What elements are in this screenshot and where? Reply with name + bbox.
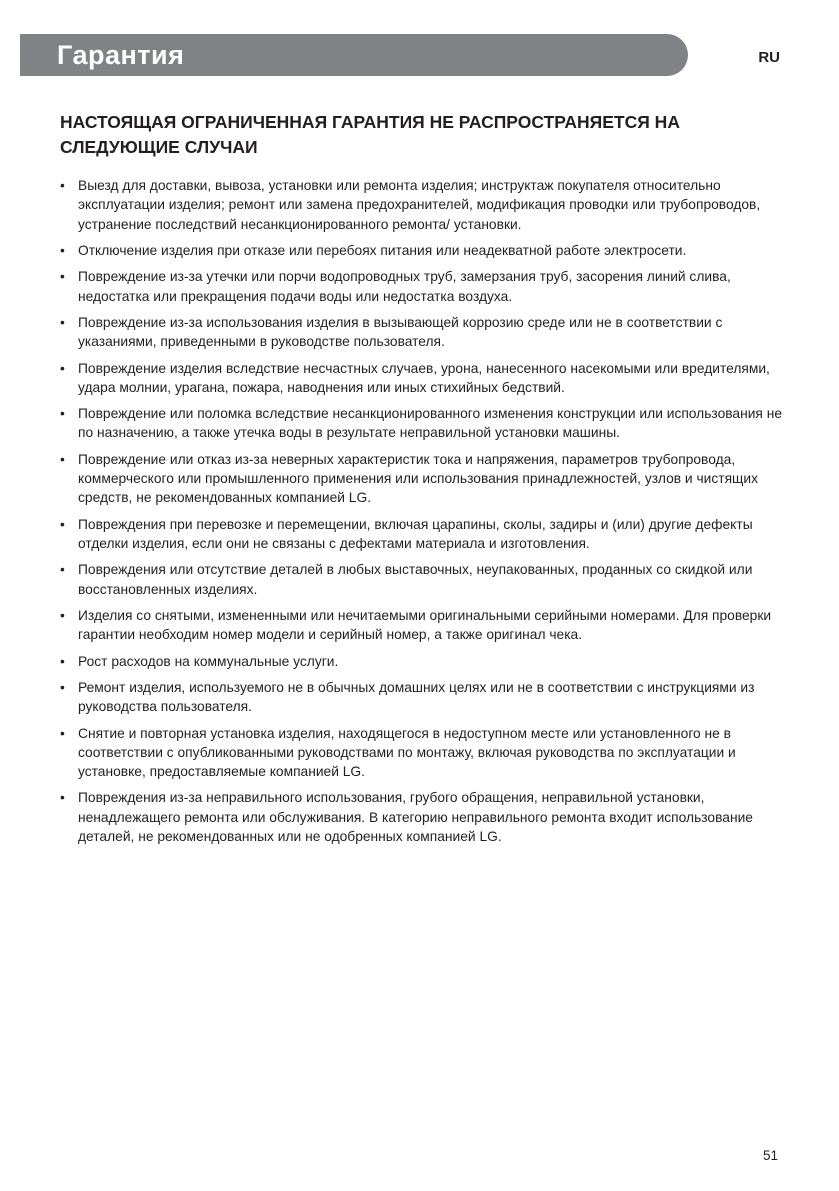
list-item-text: Повреждения при перевозке и перемещении, включая царапины, сколы, задиры и (или) другие дефекты отделки изделия, если они не связаны с дефектами материала и изготовления. xyxy=(78,516,753,551)
list-item-text: Повреждение или отказ из-за неверных характеристик тока и напряжения, параметров трубопровода, коммерческого или промышленного применения или использования принадлежностей, узлов и чистящих средств, не рекомендованных компанией LG. xyxy=(78,451,759,506)
list-item xyxy=(60,652,787,671)
page-number: 51 xyxy=(762,1148,778,1163)
bullet-icon: • xyxy=(60,790,65,806)
list-item xyxy=(60,560,787,599)
list-item xyxy=(60,359,787,398)
list-item xyxy=(60,450,787,508)
page-title: Гарантия xyxy=(57,39,185,70)
language-badge: RU xyxy=(758,49,780,66)
list-item xyxy=(60,606,787,645)
bullet-icon: • xyxy=(60,406,65,422)
bullet-icon: • xyxy=(60,269,65,285)
list-item xyxy=(60,515,787,554)
section-header-banner xyxy=(20,34,688,76)
bullet-icon: • xyxy=(60,360,65,376)
section-title: НАСТОЯЩАЯ ОГРАНИЧЕННАЯ ГАРАНТИЯ НЕ РАСПРОСТРАНЯЕТСЯ НА СЛЕДУЮЩИЕ СЛУЧАИ xyxy=(60,112,680,157)
list-item xyxy=(60,313,787,352)
bullet-icon: • xyxy=(60,562,65,578)
list-item xyxy=(60,724,787,782)
content-area xyxy=(60,110,787,853)
bullet-icon: • xyxy=(60,516,65,532)
list-item-text: Изделия со снятыми, измененными или нечитаемыми оригинальными серийными номерами. Для проверки гарантии необходим номер модели и серийный номер, а также оригинал чека. xyxy=(78,607,772,643)
bullet-icon: • xyxy=(60,242,65,258)
list-item-text: Отключение изделия при отказе или перебоях питания или неадекватной работе электросети. xyxy=(78,242,687,258)
bullet-icon: • xyxy=(60,679,65,695)
bullet-icon: • xyxy=(60,451,65,467)
list-item-text: Повреждение из-за утечки или порчи водопроводных труб, замерзания труб, засорения линий слива, недостатка или прекращения подачи воды или недостатка воздуха. xyxy=(78,269,731,304)
list-item xyxy=(60,788,787,846)
list-item-text: Повреждение из-за использования изделия в вызывающей коррозию среде или не в соответствии с указаниями, приведенными в руководстве пользователя. xyxy=(78,314,723,350)
list-item xyxy=(60,678,787,717)
list-item xyxy=(60,176,787,234)
bullet-icon: • xyxy=(60,725,65,741)
list-item xyxy=(60,404,787,443)
bullet-icon: • xyxy=(60,178,65,193)
list-item-text: Повреждение или поломка вследствие несанкционированного изменения конструкции или использования не по назначению, а также утечка воды в результате неправильной установки машины. xyxy=(78,406,783,441)
bullet-icon: • xyxy=(60,607,65,623)
list-item-text: Рост расходов на коммунальные услуги. xyxy=(78,653,339,669)
list-item-text: Снятие и повторная установка изделия, находящегося в недоступном месте или установленного не в соответствии с опубликованными руководствами по монтажу, включая руководства по эксплуатации и установке, предоставляемые компанией LG. xyxy=(78,725,736,780)
list-item xyxy=(60,241,787,260)
list-item-text: Ремонт изделия, используемого не в обычных домашних целях или не в соответствии с инструкциями из руководства пользователя. xyxy=(78,679,755,715)
list-item-text: Повреждения или отсутствие деталей в любых выставочных, неупакованных, проданных со скидкой или восстановленных изделиях. xyxy=(78,562,753,597)
list-item-text: Повреждение изделия вследствие несчастных случаев, урона, нанесенного насекомыми или вредителями, удара молнии, урагана, пожара, наводнения или иных стихийных бедствий. xyxy=(78,360,770,395)
list-item xyxy=(60,267,787,306)
list-item-text: Выезд для доставки, вывоза, установки или ремонта изделия; инструктаж покупателя относительно эксплуатации изделия; ремонт или замена предохранителей, модификация проводки или трубопроводов, устранение последствий несанкционированного ремонта/ установки. xyxy=(78,178,761,232)
bullet-icon: • xyxy=(60,653,65,669)
bullet-list xyxy=(60,176,787,846)
bullet-icon: • xyxy=(60,314,65,330)
list-item-text: Повреждения из-за неправильного использования, грубого обращения, неправильной установки, ненадлежащего ремонта или обслуживания. В категорию неправильного ремонта входит использование деталей, не рекомендованных или не одобренных компанией LG. xyxy=(78,790,753,845)
